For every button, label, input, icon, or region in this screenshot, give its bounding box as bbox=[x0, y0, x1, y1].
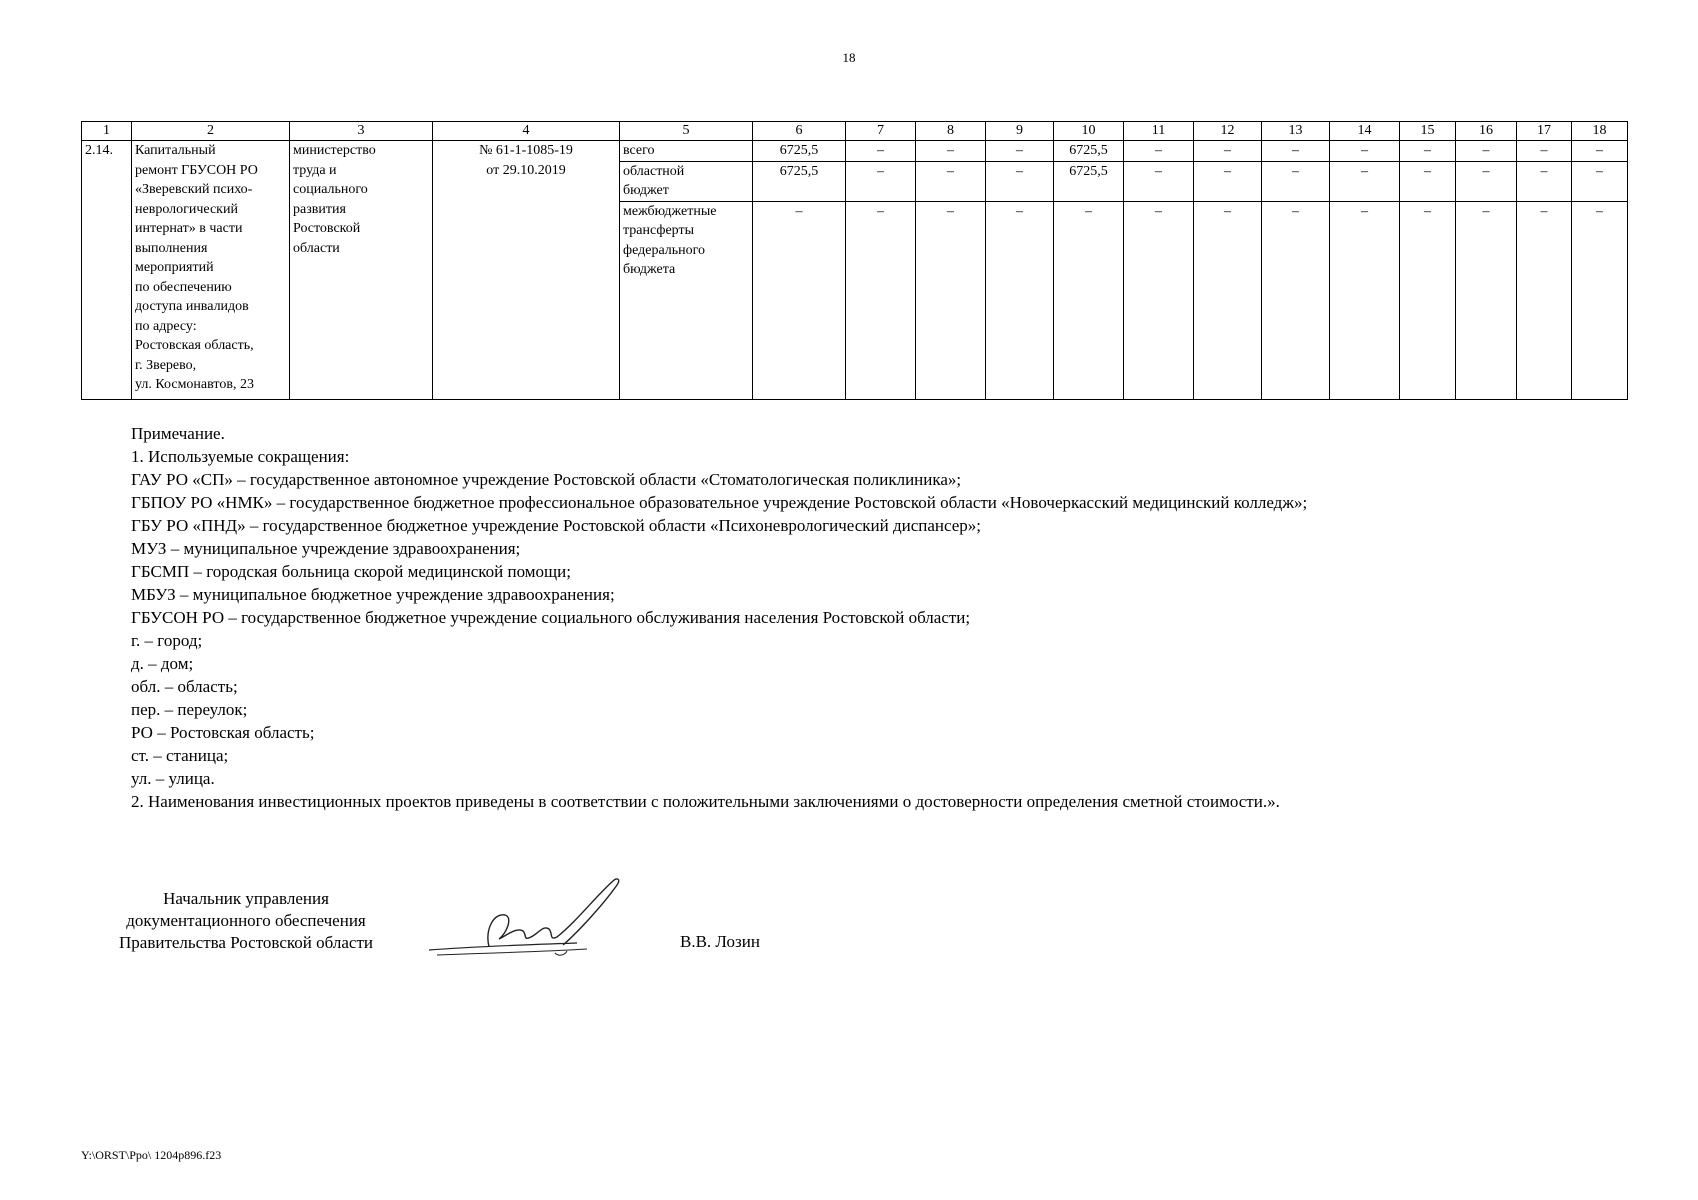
value-cell: – bbox=[1572, 201, 1628, 399]
signatory-position-line: Правительства Ростовской области bbox=[119, 933, 373, 952]
value-cell: – bbox=[1194, 201, 1262, 399]
column-header: 14 bbox=[1330, 122, 1400, 141]
value-cell: – bbox=[1194, 161, 1262, 201]
column-header: 10 bbox=[1054, 122, 1124, 141]
notes-line: 2. Наименования инвестиционных проектов приведены в соответствии с положительными заключениями о достоверности определения сметной стоимости.». bbox=[131, 792, 1280, 811]
project-name-line: г. Зверево, bbox=[135, 357, 197, 373]
column-header: 15 bbox=[1400, 122, 1456, 141]
funding-source-line: федерального bbox=[623, 242, 706, 258]
value-cell: – bbox=[986, 161, 1054, 201]
document-cell bbox=[433, 141, 620, 400]
funding-source-cell bbox=[620, 161, 753, 201]
value-cell: – bbox=[1262, 141, 1330, 162]
value-cell: – bbox=[1517, 141, 1572, 162]
value-cell: – bbox=[1517, 161, 1572, 201]
value-cell: – bbox=[1456, 201, 1517, 399]
value-cell: – bbox=[1400, 161, 1456, 201]
column-header: 2 bbox=[132, 122, 290, 141]
value-cell: – bbox=[1262, 201, 1330, 399]
value-cell: – bbox=[846, 161, 916, 201]
signatory-position bbox=[86, 888, 406, 954]
value-cell: – bbox=[986, 141, 1054, 162]
budget-table bbox=[81, 121, 1628, 400]
project-name-line: интернат» в части bbox=[135, 221, 243, 236]
value-cell: – bbox=[1456, 161, 1517, 201]
value-cell: – bbox=[846, 201, 916, 399]
table-row-total bbox=[82, 141, 1628, 162]
project-name-line: выполнения bbox=[135, 240, 208, 256]
funding-source-cell bbox=[620, 201, 753, 399]
value-cell: – bbox=[1456, 141, 1517, 162]
document-number: № 61-1-1085-19 bbox=[479, 143, 573, 158]
project-name-line: ул. Космонавтов, 23 bbox=[135, 377, 254, 392]
column-header: 4 bbox=[433, 122, 620, 141]
value-cell: – bbox=[1124, 141, 1194, 162]
column-header: 6 bbox=[753, 122, 846, 141]
value-cell: – bbox=[1330, 161, 1400, 201]
ministry-line: Ростовской bbox=[293, 221, 361, 236]
ministry-line: развития bbox=[293, 201, 346, 217]
value-cell: 6725,5 bbox=[753, 141, 846, 162]
ministry-line: области bbox=[293, 240, 340, 256]
notes-heading: Примечание. bbox=[131, 424, 225, 443]
value-cell: – bbox=[1124, 201, 1194, 399]
value-cell: – bbox=[1572, 161, 1628, 201]
ministry-line: социального bbox=[293, 182, 368, 197]
value-cell: – bbox=[1054, 201, 1124, 399]
value-cell: – bbox=[1194, 141, 1262, 162]
funding-source-cell bbox=[620, 141, 753, 162]
value-cell: 6725,5 bbox=[753, 161, 846, 201]
value-cell: – bbox=[916, 161, 986, 201]
notes-line: обл. – область; bbox=[131, 677, 238, 696]
funding-source-line: областной bbox=[623, 163, 685, 179]
funding-source-line: всего bbox=[623, 143, 655, 158]
value-cell: – bbox=[846, 141, 916, 162]
value-cell: – bbox=[916, 201, 986, 399]
notes-line: ГБПОУ РО «НМК» – государственное бюджетное профессиональное образовательное учреждение Ростовской области «Новочеркасский медицинский колледж»; bbox=[131, 493, 1308, 512]
column-header: 17 bbox=[1517, 122, 1572, 141]
column-header: 11 bbox=[1124, 122, 1194, 141]
value-cell: – bbox=[1124, 161, 1194, 201]
ministry-line: труда и bbox=[293, 162, 337, 178]
document-date: от 29.10.2019 bbox=[486, 162, 566, 178]
project-name-line: мероприятий bbox=[135, 260, 214, 275]
column-header: 3 bbox=[290, 122, 433, 141]
funding-source-line: межбюджетные bbox=[623, 203, 717, 219]
ministry-line: министерство bbox=[293, 143, 376, 158]
project-name-line: «Зверевский психо- bbox=[135, 182, 253, 197]
signatory-position-line: документационного обеспечения bbox=[126, 911, 366, 930]
value-cell: – bbox=[1330, 201, 1400, 399]
column-header: 12 bbox=[1194, 122, 1262, 141]
column-header: 5 bbox=[620, 122, 753, 141]
column-header: 16 bbox=[1456, 122, 1517, 141]
signatory-name: В.В. Лозин bbox=[680, 932, 760, 951]
funding-source-line: бюджет bbox=[623, 183, 669, 198]
notes-line: д. – дом; bbox=[131, 654, 194, 673]
column-header: 13 bbox=[1262, 122, 1330, 141]
value-cell: 6725,5 bbox=[1054, 161, 1124, 201]
notes-section bbox=[131, 422, 1631, 813]
project-name-line: ремонт ГБУСОН РО bbox=[135, 162, 258, 178]
funding-source-line: трансферты bbox=[623, 223, 695, 238]
project-name-line: по адресу: bbox=[135, 318, 197, 334]
value-cell: – bbox=[753, 201, 846, 399]
project-name-line: доступа инвалидов bbox=[135, 299, 249, 314]
ministry-cell bbox=[290, 141, 433, 400]
notes-line: МБУЗ – муниципальное бюджетное учреждение здравоохранения; bbox=[131, 585, 615, 604]
notes-line: ГАУ РО «СП» – государственное автономное учреждение Ростовской области «Стоматологическая поликлиника»; bbox=[131, 470, 962, 489]
notes-line: ГБУСОН РО – государственное бюджетное учреждение социального обслуживания населения Ростовской области; bbox=[131, 608, 971, 627]
value-cell: – bbox=[1517, 201, 1572, 399]
notes-line: пер. – переулок; bbox=[131, 700, 248, 719]
value-cell: – bbox=[1572, 141, 1628, 162]
header-row bbox=[82, 122, 1628, 141]
value-cell: – bbox=[1400, 141, 1456, 162]
project-name-line: неврологический bbox=[135, 201, 238, 217]
page-number: 18 bbox=[842, 50, 856, 65]
notes-line: МУЗ – муниципальное учреждение здравоохранения; bbox=[131, 539, 521, 558]
project-name-cell bbox=[132, 141, 290, 400]
value-cell: – bbox=[1330, 141, 1400, 162]
notes-line: ст. – станица; bbox=[131, 746, 229, 765]
value-cell: – bbox=[1262, 161, 1330, 201]
row-number: 2.14. bbox=[82, 141, 132, 400]
handwritten-signature bbox=[427, 875, 627, 965]
file-path: Y:\ORST\Ppo\ 1204p896.f23 bbox=[81, 1148, 222, 1162]
column-header: 18 bbox=[1572, 122, 1628, 141]
notes-line: ГБСМП – городская больница скорой медицинской помощи; bbox=[131, 562, 571, 581]
project-name-line: Капитальный bbox=[135, 143, 216, 158]
funding-source-line: бюджета bbox=[623, 262, 676, 277]
value-cell: – bbox=[916, 141, 986, 162]
signatory-position-line: Начальник управления bbox=[163, 889, 329, 908]
column-header: 1 bbox=[82, 122, 132, 141]
notes-line: ул. – улица. bbox=[131, 769, 215, 788]
project-name-line: Ростовская область, bbox=[135, 338, 254, 353]
column-header: 8 bbox=[916, 122, 986, 141]
value-cell: – bbox=[1400, 201, 1456, 399]
notes-line: 1. Используемые сокращения: bbox=[131, 447, 350, 466]
value-cell: 6725,5 bbox=[1054, 141, 1124, 162]
notes-line: РО – Ростовская область; bbox=[131, 723, 315, 742]
column-header: 9 bbox=[986, 122, 1054, 141]
notes-line: ГБУ РО «ПНД» – государственное бюджетное учреждение Ростовской области «Психоневрологический диспансер»; bbox=[131, 516, 982, 535]
project-name-line: по обеспечению bbox=[135, 279, 232, 295]
column-header: 7 bbox=[846, 122, 916, 141]
value-cell: – bbox=[986, 201, 1054, 399]
notes-line: г. – город; bbox=[131, 631, 203, 650]
